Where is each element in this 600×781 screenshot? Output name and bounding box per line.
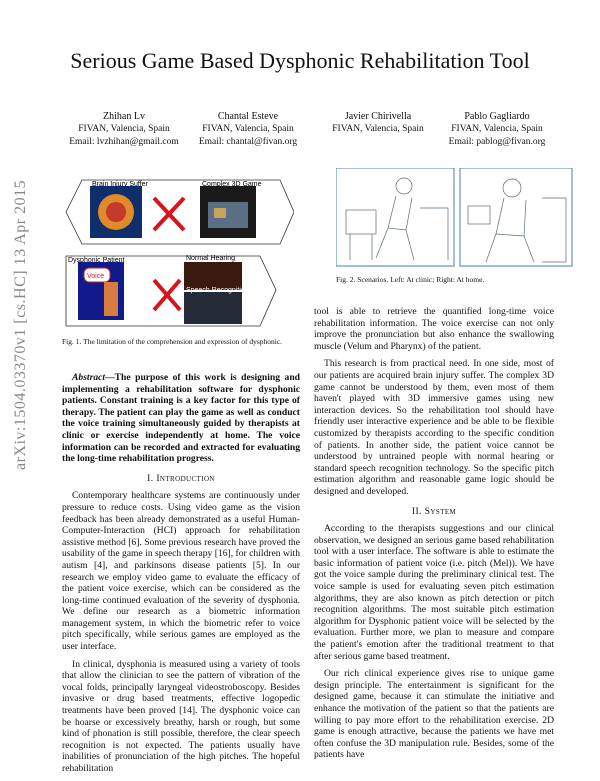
abstract-text: —The purpose of this work is designing and implementing a rehabilitation software for dysphonic patients. Constant training is a key factor for this type of therapy. The patient can play the game as well as conduct the voice training simultaneously guided by therapists at clinic or exercise independently at home. The voice information can be recorded and extracted for evaluating the long-time rehabilitation progress. <box>62 372 300 465</box>
speech-recognition-image <box>184 292 242 324</box>
paragraph: This research is from practical need. In one side, most of our patients are acquired brain injury suffer. The complex 3D game cannot be understood by them, even most of them haven't played with 3D immersive games using new interaction devices. So the rehabilitation tool should have friendly user interactive experience and be able to be flexible customized by therapists according to the specific condition of patients. In another side, the patient voice cannot be understood by untrained people with normal hearing or standard speech recognition technology. So the specific pitch estimation algorithm and reasonable game logic should be designed and developed. <box>314 358 554 497</box>
author-block <box>318 110 438 136</box>
section-heading <box>62 473 300 485</box>
arxiv-identifier: arXiv:1504.03370v1 [cs.HC] 13 Apr 2015 <box>12 179 29 470</box>
fig1-label: Complex 3D Game <box>202 181 262 188</box>
author-block <box>188 110 308 149</box>
fig1-label: Normal Hearing <box>186 255 236 262</box>
section-number: II. <box>411 505 422 517</box>
author-affiliation: FIVAN, Valencia, Spain <box>332 124 424 134</box>
figure-2-caption: Fig. 2. Scenarios. Left: At clinic; Right: At home. <box>336 275 485 284</box>
section-heading <box>314 506 554 518</box>
abstract <box>62 372 300 465</box>
section-title: System <box>424 505 457 517</box>
author-block <box>64 110 184 149</box>
author-affiliation: FIVAN, Valencia, Spain <box>202 124 294 134</box>
author-email: Email: chantal@fivan.org <box>198 137 298 147</box>
clinic-sketch <box>336 168 454 266</box>
paper-title: Serious Game Based Dysphonic Rehabilitation Tool <box>70 48 530 73</box>
author-name: Zhihan Lv <box>103 111 145 122</box>
fig1-label: Brain Injury Suffer <box>92 181 148 188</box>
author-affiliation: FIVAN, Valencia, Spain <box>78 124 170 134</box>
paragraph: tool is able to retrieve the quantified long-time voice rehabilitation information. The voice exercise can not only improve the pronunciation but also enhance the swallowing muscle (Velum and Pharynx) of the patient. <box>314 306 554 352</box>
abstract-label: Abstract <box>72 372 106 383</box>
figure-1-diagram <box>62 178 294 328</box>
author-email: Email: pablog@fivan.org <box>448 137 546 147</box>
voice-bubble-text: Voice <box>87 273 105 280</box>
section-title: Introduction <box>156 472 215 484</box>
left-column <box>62 372 300 781</box>
author-affiliation: FIVAN, Valencia, Spain <box>451 124 543 134</box>
paragraph: According to the therapists suggestions and our clinical observation, we designed an serious game based rehabilitation tool with a user interface. The software is able to estimate the basic information of patient voice (i.e. pitch (Mel)). We have got the voice sample during the preliminary clinical test. The voice sample is used for evaluating seven pitch estimation algorithms, they are also known as pitch detection or pitch recognition algorithms. The most suitable pitch estimation algorithm for Dysphonic patient voice will be selected by the evaluation. Further more, we plan to measure and compare the patient's emotion after the traditional treatment to that after serious game based treatment. <box>314 523 554 662</box>
author-name: Javier Chirivella <box>344 111 412 122</box>
right-column <box>314 306 554 767</box>
fig1-label: Speech Recognition <box>186 287 249 294</box>
section-number: I. <box>147 472 154 484</box>
paragraph: Our rich clinical experience gives rise to unique game design principle. The entertainment is significant for the designed game, because it can stimulate the initiative and enhance the motivation of the patient so that the patients are willing to pay more effort to the rehabilitation exercise. 2D game is enough attractive, because the patients we have met often confuse the 3D manipulation rule. Besides, some of the patients have <box>314 668 554 761</box>
author-name: Pablo Gagliardo <box>464 111 530 122</box>
author-name: Chantal Esteve <box>217 111 279 122</box>
author-block <box>437 110 557 149</box>
fig1-label: Dysphonic Patient <box>68 257 125 264</box>
paragraph: Contemporary healthcare systems are continuously under pressure to reduce costs. Using video game as the vision feedback has been already demonstrated as a useful Human-Computer-Interaction (HCI) approach for rehabilitation assistive method [6]. Some previous research have proved the usability of the game in speech therapy [16], for children with autism [4], and parkinsons disease patients [5]. In our research we employ video game to evaluate the efficacy of the patient voice exercise, which can be considered as the long-time continued evaluation of the severity of dysphonia. We define our research as a biometric information management system, in which the biometric refer to voice pitch specifically, while serious games are employed as the user interface. <box>62 490 300 653</box>
figure-2-sketches <box>336 168 574 268</box>
paragraph: In clinical, dysphonia is measured using a variety of tools that allow the clinician to see the pattern of vibration of the vocal folds, principally laryngeal videostroboscopy. Besides invasive or drug based treatments, effective logopedic treatments have been proved [14]. The dysphonic voice can be hoarse or excessively breathy, harsh or rough, but some kind of phonation is still possible, therefore, the clear speech recognition is not expected. The patients usually have inabilities of pronunciation of the high pitches. The hopeful rehabilitation <box>62 658 300 774</box>
crowd-image <box>184 262 242 290</box>
home-sketch <box>460 168 572 266</box>
figure-1-caption: Fig. 1. The limitation of the comprehension and expression of dysphonic. <box>62 337 283 346</box>
author-email: Email: lvzhihan@gmail.com <box>69 137 179 147</box>
